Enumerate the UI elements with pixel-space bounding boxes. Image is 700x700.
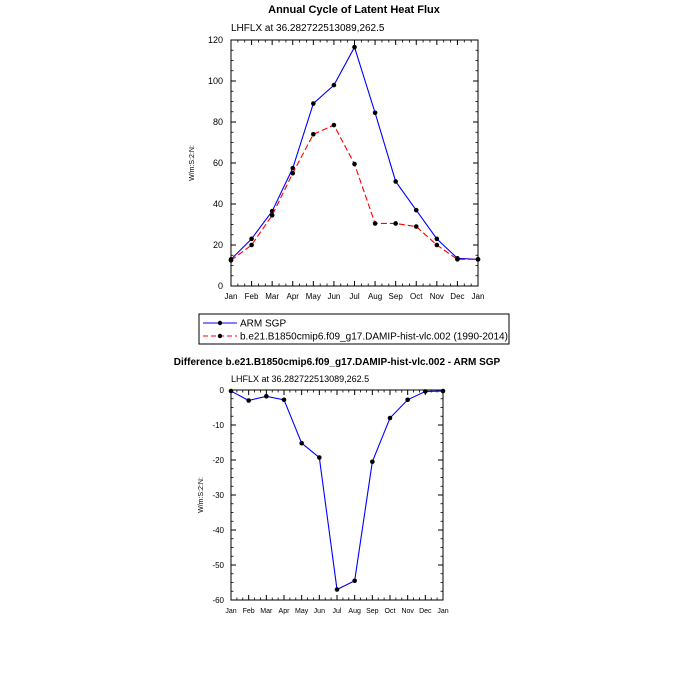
data-point xyxy=(373,221,378,226)
data-point xyxy=(282,398,287,403)
data-point xyxy=(373,110,378,115)
x-tick-label: Mar xyxy=(260,608,273,615)
x-tick-label: Dec xyxy=(419,608,432,615)
legend-label-arm: ARM SGP xyxy=(240,318,287,330)
x-tick-label: Mar xyxy=(265,292,280,301)
data-point xyxy=(455,257,460,262)
data-point xyxy=(435,243,440,248)
x-tick-label: Sep xyxy=(388,292,403,301)
data-point xyxy=(246,398,251,403)
data-point xyxy=(290,171,295,176)
plot-series xyxy=(229,389,446,592)
y-tick-label: 20 xyxy=(212,240,223,250)
x-tick-label: Jan xyxy=(224,292,238,301)
y-tick-label: 80 xyxy=(212,117,223,127)
data-point xyxy=(414,208,419,213)
y-tick-label: -10 xyxy=(212,421,224,430)
x-tick-label: Apr xyxy=(286,292,299,301)
series-line-0 xyxy=(231,47,478,259)
x-tick-label: Jul xyxy=(332,608,342,615)
data-point xyxy=(414,224,419,229)
x-tick-label: Jun xyxy=(327,292,341,301)
y-tick-label: 120 xyxy=(207,35,223,45)
y-tick-labels xyxy=(208,35,223,291)
y-axis-label: W/m:S:2:N: xyxy=(189,145,196,181)
y-tick-label: 40 xyxy=(212,199,223,209)
chart-title: Annual Cycle of Latent Heat Flux xyxy=(268,4,440,16)
y-tick-label: 0 xyxy=(219,386,224,395)
data-point xyxy=(352,162,357,167)
legend-marker-model xyxy=(218,334,222,338)
data-point xyxy=(393,179,398,184)
data-point xyxy=(352,45,357,50)
x-tick-label: Oct xyxy=(384,608,396,615)
data-point xyxy=(332,123,337,128)
data-point xyxy=(311,132,316,137)
data-point xyxy=(332,83,337,88)
y-tick-label: -50 xyxy=(212,561,224,570)
x-tick-label: Jan xyxy=(437,608,449,615)
data-point xyxy=(335,587,340,592)
y-tick-label: 100 xyxy=(207,76,223,86)
legend-label-model: b.e21.B1850cmip6.f09_g17.DAMIP-hist-vlc.002 (1990-2014) xyxy=(240,331,508,343)
y-tick-label: -40 xyxy=(212,526,224,535)
x-tick-label: Feb xyxy=(242,608,255,615)
x-tick-label: Jul xyxy=(349,292,360,301)
plot-frame xyxy=(231,390,443,600)
y-tick-label: -20 xyxy=(212,456,224,465)
data-point xyxy=(264,394,269,399)
x-tick-labels xyxy=(225,292,485,301)
x-tick-label: Apr xyxy=(278,608,290,615)
x-tick-label: Oct xyxy=(410,292,423,301)
data-point xyxy=(299,441,304,446)
x-tick-label: Feb xyxy=(244,292,259,301)
chart-title: Difference b.e21.B1850cmip6.f09_g17.DAMIP-hist-vlc.002 - ARM SGP xyxy=(173,357,501,368)
x-tick-label: Nov xyxy=(429,292,444,301)
y-tick-labels xyxy=(212,386,224,605)
y-tick-label: 60 xyxy=(212,158,223,168)
y-tick-label: -60 xyxy=(212,596,224,605)
data-point xyxy=(311,101,316,106)
legend xyxy=(199,314,509,344)
data-point xyxy=(317,455,322,460)
annual-cycle-chart xyxy=(189,4,484,301)
y-tick-label: -30 xyxy=(212,491,224,500)
x-tick-label: Jun xyxy=(313,608,325,615)
difference-chart xyxy=(174,357,501,615)
data-point xyxy=(352,578,357,583)
chart-subtitle: LHFLX at 36.282722513089,262.5 xyxy=(231,374,370,384)
x-tick-label: Aug xyxy=(367,292,383,301)
data-point xyxy=(405,398,410,403)
data-point xyxy=(270,213,275,218)
x-tick-label: Jan xyxy=(225,608,237,615)
series-line-0 xyxy=(231,391,443,589)
data-point xyxy=(249,243,254,248)
x-tick-labels xyxy=(225,608,448,615)
plot-series xyxy=(229,45,481,263)
series-line-1 xyxy=(231,125,478,260)
x-tick-label: Nov xyxy=(401,608,414,615)
data-point xyxy=(435,237,440,242)
y-axis-label: W/m:S:2:N: xyxy=(198,477,205,513)
y-tick-label: 0 xyxy=(217,281,223,291)
x-tick-label: May xyxy=(295,608,309,615)
data-point xyxy=(388,416,393,421)
data-point xyxy=(370,459,375,464)
data-point xyxy=(393,221,398,226)
x-tick-label: Sep xyxy=(366,608,379,615)
x-tick-label: Aug xyxy=(348,608,361,615)
x-tick-label: Jan xyxy=(471,292,485,301)
x-tick-label: May xyxy=(305,292,321,301)
chart-subtitle: LHFLX at 36.282722513089,262.5 xyxy=(231,23,385,34)
x-tick-label: Dec xyxy=(450,292,465,301)
legend-marker-arm xyxy=(218,321,222,325)
axis-ticks xyxy=(231,390,443,600)
data-point xyxy=(249,237,254,242)
